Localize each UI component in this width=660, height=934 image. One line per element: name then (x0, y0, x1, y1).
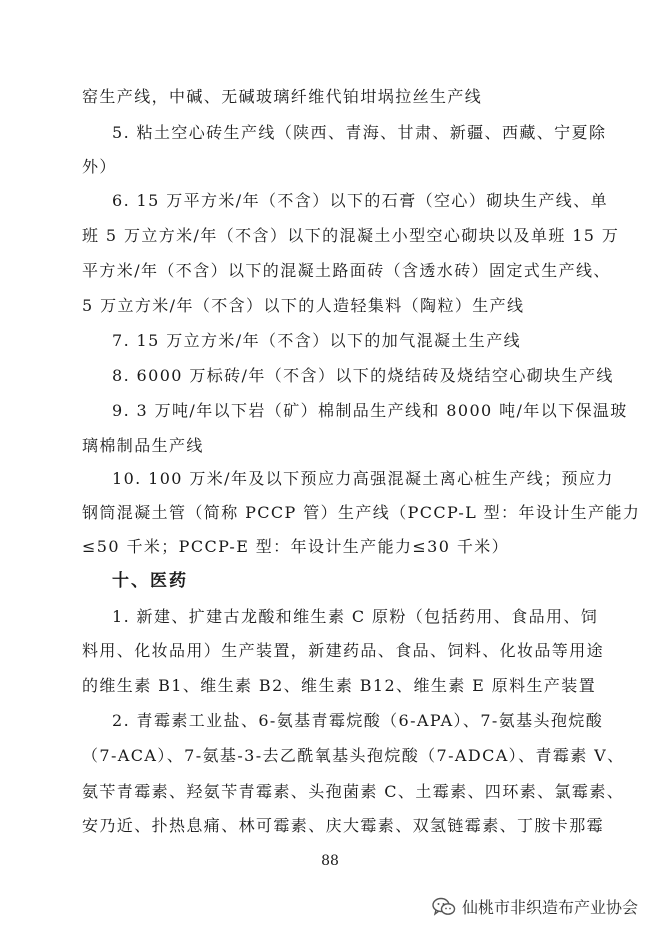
text-line: 料用、化妆品用）生产装置，新建药品、食品、饲料、化妆品等用途 (82, 641, 605, 660)
text-line: 的维生素 B1、维生素 B2、维生素 B12、维生素 E 原料生产装置 (82, 676, 597, 695)
text-line: 窑生产线，中碱、无碱玻璃纤维代铂坩埚拉丝生产线 (82, 87, 483, 106)
watermark-text: 仙桃市非织造布产业协会 (461, 898, 638, 917)
text-line: 平方米/年（不含）以下的混凝土路面砖（含透水砖）固定式生产线、 (82, 261, 611, 280)
list-item-7: 7. 15 万立方米/年（不含）以下的加气混凝土生产线 (112, 331, 521, 350)
section-heading: 十、医药 (112, 571, 188, 591)
text-line: 氨苄青霉素、羟氨苄青霉素、头孢菌素 C、土霉素、四环素、氯霉素、 (82, 782, 625, 801)
text-line: 钢筒混凝土管（简称 PCCP 管）生产线（PCCP-L 型：年设计生产能力 (82, 503, 641, 522)
list-item-5: 5. 粘土空心砖生产线（陕西、青海、甘肃、新疆、西藏、宁夏除 (112, 123, 607, 142)
text-line: 外） (82, 157, 117, 176)
text-line: 班 5 万立方米/年（不含）以下的混凝土小型空心砌块以及单班 15 万 (82, 226, 620, 245)
text-line: 安乃近、扑热息痛、林可霉素、庆大霉素、双氢链霉素、丁胺卡那霉 (82, 816, 605, 835)
list-item-10: 10. 100 万米/年及以下预应力高强混凝土离心桩生产线；预应力 (112, 469, 614, 488)
list-item-8: 8. 6000 万标砖/年（不含）以下的烧结砖及烧结空心砌块生产线 (112, 366, 614, 385)
list-item-6: 6. 15 万平方米/年（不含）以下的石膏（空心）砌块生产线、单 (112, 191, 608, 210)
page-number: 88 (321, 853, 339, 869)
list-item-1: 1. 新建、扩建古龙酸和维生素 C 原粉（包括药用、食品用、饲 (112, 607, 599, 626)
list-item-9: 9. 3 万吨/年以下岩（矿）棉制品生产线和 8000 吨/年以下保温玻 (112, 401, 628, 420)
wechat-icon (432, 897, 456, 917)
text-line: ≤50 千米；PCCP-E 型：年设计生产能力≤30 千米） (82, 537, 510, 556)
text-line: 5 万立方米/年（不含）以下的人造轻集料（陶粒）生产线 (82, 296, 525, 315)
text-line: （7-ACA）、7-氨基-3-去乙酰氧基头孢烷酸（7-ADCA）、青霉素 V、 (82, 746, 625, 765)
text-line: 璃棉制品生产线 (82, 436, 204, 455)
list-item-2: 2. 青霉素工业盐、6-氨基青霉烷酸（6-APA）、7-氨基头孢烷酸 (112, 711, 604, 730)
watermark (432, 895, 638, 918)
